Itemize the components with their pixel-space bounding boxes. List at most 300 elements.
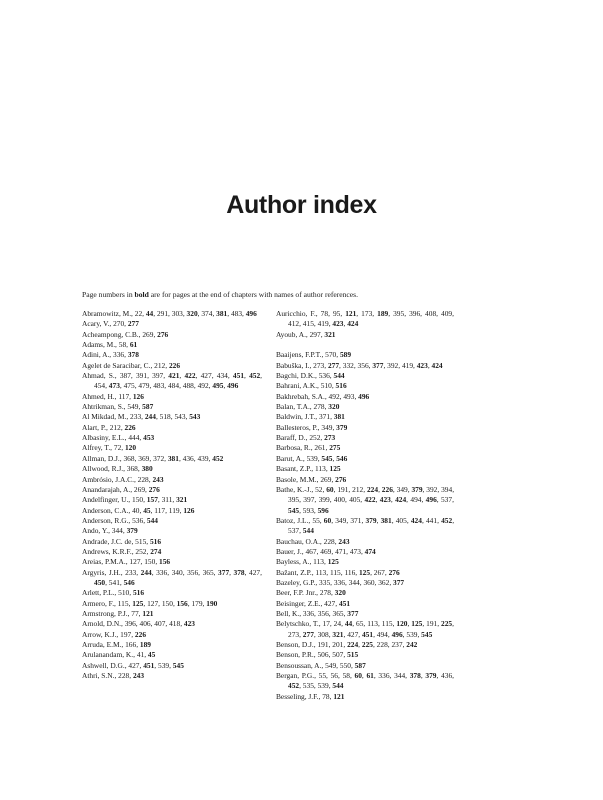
- page-ref: 441: [425, 515, 438, 525]
- index-entry: Basole, M.M., 269, 276: [276, 474, 347, 484]
- index-entry: Alfrey, T., 72, 120: [82, 443, 137, 453]
- author-name: Ahmed, H.,: [82, 391, 119, 401]
- page-ref: 115: [381, 619, 393, 629]
- page-ref: 539: [158, 660, 170, 670]
- page-ref-bold: 244: [144, 412, 156, 422]
- author-name: Abramowitz, M.,: [82, 309, 135, 318]
- page-ref: 543: [174, 412, 186, 422]
- page-ref: 415: [302, 319, 314, 329]
- page-ref-bold: 44: [344, 619, 353, 629]
- page-ref: 510: [320, 381, 332, 391]
- page-ref: 273: [288, 629, 300, 639]
- index-entry: Ayoub, A., 297, 321: [276, 329, 336, 339]
- page-ref: 488: [182, 381, 194, 391]
- page-ref: 475: [123, 381, 135, 391]
- index-entry: Bahrani, A.K., 510, 516: [276, 381, 347, 391]
- page-ref: 252: [135, 546, 147, 556]
- index-entry: Acary, V., 270, 277: [82, 319, 139, 329]
- index-column-right: [276, 309, 454, 702]
- page-ref: 371: [318, 412, 331, 422]
- author-name: Areias, P.M.A.,: [82, 557, 130, 567]
- author-name: Arnold, D.N.,: [82, 619, 125, 629]
- author-name: Acheampong, C.B.,: [82, 329, 143, 339]
- page-ref-bold: 423: [183, 619, 195, 629]
- page-ref-bold: 277: [302, 629, 314, 639]
- page-ref: 395: [393, 309, 405, 318]
- page-ref-bold: 377: [393, 577, 405, 587]
- author-name: Benson, D.J.,: [276, 640, 318, 649]
- index-column-left: [82, 309, 262, 681]
- author-name: Adams, M.,: [82, 340, 119, 350]
- index-entry: Andrews, K.R.F., 252, 274: [82, 546, 162, 556]
- note-text-bold: bold: [134, 290, 149, 299]
- page-ref: 397: [303, 495, 315, 505]
- page-ref: 56: [330, 671, 338, 681]
- page-ref-bold: 226: [134, 629, 147, 639]
- page-ref-bold: 453: [143, 433, 155, 443]
- page-ref: 436: [441, 671, 453, 681]
- page-ref-bold: 157: [146, 495, 158, 505]
- page-ref-bold: 125: [327, 557, 339, 567]
- author-name: Albasiny, E.L.,: [82, 433, 129, 443]
- author-name: Bell, K.,: [276, 608, 303, 618]
- page-ref-bold: 423: [416, 360, 428, 370]
- page-ref: 212: [154, 360, 166, 370]
- page-ref: 515: [135, 536, 147, 546]
- page-ref-bold: 224: [366, 484, 379, 494]
- page-ref: 267: [373, 567, 385, 577]
- author-name: Bayless, A.,: [276, 557, 314, 567]
- page-ref-bold: 189: [377, 309, 389, 318]
- author-name: Balan, T.A.,: [276, 402, 314, 412]
- author-name: Andrews, K.R.F.,: [82, 546, 136, 556]
- page-ref-bold: 496: [227, 381, 239, 391]
- index-entry: Barut, A., 539, 545, 546: [276, 453, 348, 463]
- page-ref-bold: 378: [233, 567, 245, 577]
- page-ref-bold: 321: [324, 329, 336, 339]
- page-ref-bold: 320: [186, 309, 198, 318]
- author-name: Arlett, P.L.,: [82, 588, 119, 598]
- page-ref-bold: 45: [143, 505, 151, 515]
- index-entry: Barbosa, R., 261, 275: [276, 443, 341, 453]
- page-ref: 371: [350, 515, 362, 525]
- author-name: Al Mikdad, M.,: [82, 412, 131, 422]
- page-ref-bold: 422: [184, 371, 196, 381]
- author-name: Alart, P.,: [82, 422, 110, 432]
- page-ref: 427: [324, 598, 336, 608]
- author-name: Allman, D.J.,: [82, 453, 124, 463]
- page-ref: 427: [249, 567, 261, 577]
- index-entry: Ahmad, S., 387, 391, 397, 421, 422, 427, 434, 451, 452, 454, 473, 475, 479, 483, 484, 488, 492, 495, 496: [82, 371, 263, 391]
- page-title: Author index: [226, 191, 377, 219]
- page-ref: 127: [129, 557, 141, 567]
- page-ref: 113: [315, 567, 327, 577]
- page-ref: 55: [318, 671, 327, 681]
- author-name: Acary, V.,: [82, 319, 114, 329]
- page-ref-bold: 274: [150, 546, 162, 556]
- page-ref: 479: [138, 381, 150, 391]
- page-ref-bold: 276: [157, 329, 169, 339]
- page-ref: 405: [395, 515, 407, 525]
- author-name: Ashwell, D.G.,: [82, 660, 129, 670]
- page-ref-bold: 544: [146, 515, 158, 525]
- page-ref: 412: [288, 319, 300, 329]
- index-entry: Argyris, J.H., 233, 244, 336, 340, 356, 365, 377, 378, 427, 450, 541, 546: [82, 567, 262, 587]
- page-ref-bold: 126: [132, 391, 144, 401]
- page-ref: 510: [118, 588, 130, 598]
- index-entry: Baaijens, F.P.T., 570, 589: [276, 350, 352, 360]
- page-ref: 407: [154, 619, 166, 629]
- author-name: Ahmad, S.,: [82, 371, 120, 381]
- page-ref: 493: [343, 391, 355, 401]
- page-ref: 368: [126, 464, 138, 474]
- page-ref-bold: 495: [212, 381, 224, 391]
- page-ref: 344: [111, 526, 123, 536]
- page-ref: 24: [333, 619, 342, 629]
- author-name: Baldwin, J.T.,: [276, 412, 319, 422]
- page-ref: 17: [322, 619, 330, 629]
- index-entry: Arnold, D.N., 396, 406, 407, 418, 423: [82, 619, 195, 629]
- page-ref-bold: 156: [176, 598, 188, 608]
- page-ref: 22: [134, 309, 143, 318]
- author-name: Ambrósio, J.A.C.,: [82, 474, 138, 484]
- page-ref-bold: 276: [148, 484, 160, 494]
- index-entry: Arruda, E.M., 166, 189: [82, 640, 151, 649]
- page-ref: 518: [159, 412, 171, 422]
- page-ref-bold: 424: [431, 360, 443, 370]
- index-entry: Belytschko, T., 17, 24, 44, 65, 113, 115, 120, 125, 191, 225, 273, 277, 308, 321, 427, 451, 494, 496, 539, 545: [276, 619, 454, 639]
- page-ref-bold: 243: [338, 536, 350, 546]
- author-name: Alfrey, T.,: [82, 443, 114, 453]
- page-ref-bold: 121: [345, 309, 357, 318]
- page-ref-bold: 546: [336, 453, 348, 463]
- index-entry: Armstrong, P.J., 77, 121: [82, 608, 154, 618]
- page-ref: 269: [133, 484, 146, 494]
- page-ref-bold: 226: [381, 484, 393, 494]
- author-name: Bazeley, G.P.,: [276, 577, 320, 587]
- author-name: Barbosa, R.,: [276, 443, 315, 453]
- page-ref-bold: 125: [411, 619, 423, 629]
- page-ref-bold: 121: [333, 691, 345, 701]
- page-ref: 396: [409, 309, 421, 318]
- page-ref-bold: 126: [183, 505, 195, 515]
- page-ref: 336: [113, 350, 125, 360]
- page-ref: 72: [113, 443, 122, 453]
- page-ref: 492: [197, 381, 209, 391]
- page-ref: 394: [441, 484, 453, 494]
- page-ref: 297: [309, 329, 321, 339]
- page-ref-bold: 225: [361, 640, 373, 649]
- index-entry: Beer, F.P. Jnr., 278, 320: [276, 588, 346, 598]
- page-ref-bold: 381: [216, 309, 228, 318]
- page-ref-bold: 242: [406, 640, 418, 649]
- page-ref: 336: [302, 608, 314, 618]
- author-name: Adini, A.,: [82, 350, 114, 360]
- index-entry: Benson, D.J., 191, 201, 224, 225, 228, 237, 242: [276, 640, 418, 649]
- page-ref-bold: 321: [332, 629, 344, 639]
- page-ref: 150: [144, 557, 156, 567]
- author-name: Bensoussan, A.,: [276, 660, 326, 670]
- page-ref-bold: 379: [365, 515, 377, 525]
- author-name: Batoz, J.L.,: [276, 515, 313, 525]
- page-ref: 405: [349, 495, 361, 505]
- bold-page-note: [82, 290, 522, 300]
- page-ref-bold: 424: [410, 515, 422, 525]
- page-ref: 419: [317, 319, 329, 329]
- page-ref: 212: [352, 484, 364, 494]
- page-ref: 201: [332, 640, 344, 649]
- page-ref-bold: 451: [143, 660, 155, 670]
- author-name: Anderson, C.A.,: [82, 505, 133, 515]
- index-entry: Baraff, D., 252, 273: [276, 433, 336, 443]
- page-ref-bold: 596: [317, 505, 329, 515]
- author-name: Bakhrebah, S.A.,: [276, 391, 329, 401]
- page-ref: 52: [315, 484, 323, 494]
- page-ref-bold: 496: [245, 309, 257, 318]
- author-name: Barut, A.,: [276, 453, 307, 463]
- page-ref: 115: [329, 567, 341, 577]
- page-ref-bold: 121: [142, 608, 154, 618]
- index-entry: Bensoussan, A., 549, 550, 587: [276, 660, 366, 670]
- page-ref: 419: [401, 360, 414, 370]
- index-entry: Batoz, J.L., 55, 60, 349, 371, 379, 381, 405, 424, 441, 452, 537, 544: [276, 515, 455, 536]
- page-ref: 593: [302, 505, 314, 515]
- index-entry: Bažant, Z.P., 113, 115, 116, 125, 267, 276: [276, 567, 400, 577]
- author-name: Bauchau, O.A.,: [276, 536, 324, 546]
- index-entry: Armero, F., 115, 125, 127, 150, 156, 179, 190: [82, 598, 218, 608]
- author-name: Bažant, Z.P.,: [276, 567, 316, 577]
- page-ref-bold: 60: [354, 671, 362, 681]
- author-name: Armstrong, P.J.,: [82, 608, 132, 618]
- page-ref: 116: [344, 567, 356, 577]
- page-ref-bold: 516: [149, 536, 162, 546]
- author-name: Bagchi, D.K.,: [276, 371, 319, 381]
- page-ref-bold: 377: [347, 608, 359, 618]
- author-name: Andelfinger, U.,: [82, 495, 132, 505]
- page-ref: 392: [387, 360, 399, 370]
- page-ref-bold: 515: [347, 650, 359, 660]
- page-ref-bold: 273: [324, 433, 336, 443]
- page-ref-bold: 545: [172, 660, 184, 670]
- page-ref: 406: [139, 619, 151, 629]
- page-ref-bold: 379: [411, 484, 423, 494]
- page-ref-bold: 320: [334, 588, 346, 598]
- page-ref: 311: [161, 495, 173, 505]
- page-ref-bold: 156: [159, 557, 171, 567]
- page-ref-bold: 589: [339, 350, 352, 360]
- page-ref: 78: [322, 691, 330, 701]
- page-ref-bold: 44: [145, 309, 154, 318]
- page-ref: 484: [167, 381, 180, 391]
- page-ref: 400: [333, 495, 345, 505]
- page-ref: 494: [410, 495, 422, 505]
- page-ref-bold: 277: [127, 319, 139, 329]
- page-ref-bold: 377: [218, 567, 230, 577]
- page-ref: 483: [153, 381, 165, 391]
- author-name: Bauer, J.,: [276, 546, 306, 556]
- page-ref-bold: 421: [168, 371, 180, 381]
- page-ref-bold: 224: [347, 640, 359, 649]
- page-ref: 191: [426, 619, 438, 629]
- page-ref-bold: 452: [288, 681, 300, 691]
- page-ref-bold: 423: [379, 495, 391, 505]
- page-ref: 233: [130, 412, 142, 422]
- page-ref-bold: 226: [168, 360, 181, 370]
- page-ref-bold: 587: [354, 660, 366, 670]
- page-ref: 409: [441, 309, 453, 318]
- page-ref-bold: 544: [332, 681, 344, 691]
- page-ref-bold: 545: [421, 629, 433, 639]
- author-name: Arruda, E.M.,: [82, 640, 126, 649]
- page-ref-bold: 544: [302, 526, 314, 536]
- page-ref: 191: [317, 640, 329, 649]
- index-entry: Alart, P., 212, 226: [82, 422, 136, 432]
- page-ref-bold: 189: [139, 640, 151, 649]
- index-entry: Abramowitz, M., 22, 44, 291, 303, 320, 374, 381, 483, 496: [82, 309, 257, 318]
- page-ref: 228: [137, 474, 149, 484]
- page-ref: 374: [201, 309, 213, 318]
- page-ref: 492: [328, 391, 340, 401]
- page-ref-bold: 379: [336, 422, 348, 432]
- page-ref: 537: [440, 495, 453, 505]
- page-ref-bold: 277: [327, 360, 340, 370]
- page-ref: 269: [320, 474, 332, 484]
- page-ref: 397: [152, 371, 164, 381]
- page-ref: 291: [156, 309, 169, 318]
- index-entry: Anderson, C.A., 40, 45, 117, 119, 126: [82, 505, 195, 515]
- author-name: Agelet de Saracibar, C.,: [82, 360, 155, 370]
- page-ref: 550: [339, 660, 351, 670]
- page-ref-bold: 190: [206, 598, 218, 608]
- page-ref: 113: [367, 619, 378, 629]
- index-entry: Ambrósio, J.A.C., 228, 243: [82, 474, 164, 484]
- index-entry: Bell, K., 336, 356, 365, 377: [276, 608, 359, 618]
- page-ref: 197: [120, 629, 132, 639]
- page-ref: 349: [396, 484, 408, 494]
- page-ref-bold: 474: [364, 546, 376, 556]
- index-entry: Bakhrebah, S.A., 492, 493, 496: [276, 391, 370, 401]
- page-ref: 228: [118, 671, 130, 681]
- page-ref: 368: [123, 453, 135, 463]
- page-ref-bold: 422: [364, 495, 376, 505]
- page-ref: 233: [125, 567, 137, 577]
- page-ref: 340: [171, 567, 183, 577]
- page-ref: 537: [288, 526, 300, 536]
- page-ref: 387: [119, 371, 131, 381]
- page-ref-bold: 276: [335, 474, 347, 484]
- page-ref: 336: [333, 577, 345, 587]
- note-text-after: are for pages at the end of chapters with names of author references.: [148, 290, 359, 299]
- page-ref: 507: [332, 650, 344, 660]
- page-ref: 392: [426, 484, 438, 494]
- page-ref: 365: [332, 608, 344, 618]
- index-entry: Areias, P.M.A., 127, 150, 156: [82, 557, 171, 567]
- page-ref-bold: 473: [108, 381, 120, 391]
- index-entry: Adini, A., 336, 378: [82, 350, 139, 360]
- page-ref-bold: 125: [132, 598, 144, 608]
- page-ref: 77: [131, 608, 139, 618]
- page-ref-bold: 226: [124, 422, 136, 432]
- page-ref: 418: [169, 619, 181, 629]
- page-ref-bold: 496: [358, 391, 370, 401]
- page-ref: 117: [154, 505, 166, 515]
- page-ref-bold: 378: [409, 671, 421, 681]
- author-name: Argyris, J.H.,: [82, 567, 126, 577]
- index-entry: Bauchau, O.A., 228, 243: [276, 536, 350, 546]
- index-entry: Besseling, J.F., 78, 121: [276, 691, 345, 701]
- index-entry: Bergan, P.G., 55, 56, 58, 60, 61, 336, 344, 378, 379, 436, 452, 535, 539, 544: [276, 671, 454, 691]
- author-name: Ahtrikman, S.,: [82, 402, 128, 412]
- page-ref: 270: [113, 319, 125, 329]
- page-ref: 65: [356, 619, 364, 629]
- page-ref: 539: [306, 453, 318, 463]
- page-ref: 536: [318, 371, 330, 381]
- index-entry: Auricchio, F., 78, 95, 121, 173, 189, 395, 396, 408, 409, 412, 415, 419, 423, 424: [276, 309, 454, 329]
- index-entry: Ballesteros, P., 349, 379: [276, 422, 348, 432]
- page-ref: 539: [406, 629, 418, 639]
- page-ref: 344: [348, 577, 360, 587]
- index-entry: Bauer, J., 467, 469, 471, 473, 474: [276, 546, 376, 556]
- index-entry: Allwood, R.J., 368, 380: [82, 464, 153, 474]
- page-ref: 395: [288, 495, 300, 505]
- index-entry: Arulanandam, K., 41, 45: [82, 650, 156, 660]
- page-ref: 40: [132, 505, 140, 515]
- page-ref: 549: [325, 660, 337, 670]
- index-entry: Arrow, K.J., 197, 226: [82, 629, 147, 639]
- page-ref-bold: 516: [132, 588, 145, 598]
- page-ref: 117: [118, 391, 130, 401]
- author-name: Beer, F.P. Jnr.,: [276, 588, 320, 598]
- page-ref: 473: [349, 546, 361, 556]
- page-ref-bold: 378: [127, 350, 139, 360]
- author-name: Baaijens, F.P.T.,: [276, 350, 326, 360]
- page-ref-bold: 496: [391, 629, 403, 639]
- author-name: Belytschko, T.,: [276, 619, 323, 629]
- page-ref-bold: 587: [142, 402, 154, 412]
- page-ref: 191: [337, 484, 349, 494]
- page-ref: 303: [171, 309, 183, 318]
- author-name: Ando, Y.,: [82, 526, 112, 536]
- page-ref: 78: [320, 309, 329, 318]
- page-ref: 212: [109, 422, 121, 432]
- index-entry: Balan, T.A., 278, 320: [276, 402, 340, 412]
- page-ref: 278: [319, 588, 331, 598]
- index-entry: Al Mikdad, M., 233, 244, 518, 543, 543: [82, 412, 201, 422]
- page-ref-bold: 243: [132, 671, 145, 681]
- page-ref: 369: [138, 453, 150, 463]
- author-name: Benson, P.R.,: [276, 650, 318, 660]
- page-ref-bold: 60: [326, 484, 334, 494]
- page-ref: 58: [342, 671, 350, 681]
- page-ref: 336: [156, 567, 168, 577]
- index-entry: Acheampong, C.B., 269, 276: [82, 329, 169, 339]
- author-name: Besseling, J.F.,: [276, 691, 323, 701]
- page-ref-bold: 516: [335, 381, 347, 391]
- page-ref-bold: 545: [288, 505, 300, 515]
- index-entry: Ahtrikman, S., 549, 587: [82, 402, 154, 412]
- page-ref: 494: [376, 629, 388, 639]
- author-name: Ayoub, A.,: [276, 329, 310, 339]
- index-entry: Ahmed, H., 117, 126: [82, 391, 144, 401]
- index-entry: Benson, P.R., 506, 507, 515: [276, 650, 359, 660]
- page-ref: 95: [332, 309, 341, 318]
- page-ref: 408: [425, 309, 437, 318]
- page-ref: 362: [378, 577, 390, 587]
- page-ref-bold: 120: [396, 619, 408, 629]
- page-ref-bold: 543: [189, 412, 201, 422]
- page-ref: 467: [305, 546, 317, 556]
- page-ref: 252: [309, 433, 321, 443]
